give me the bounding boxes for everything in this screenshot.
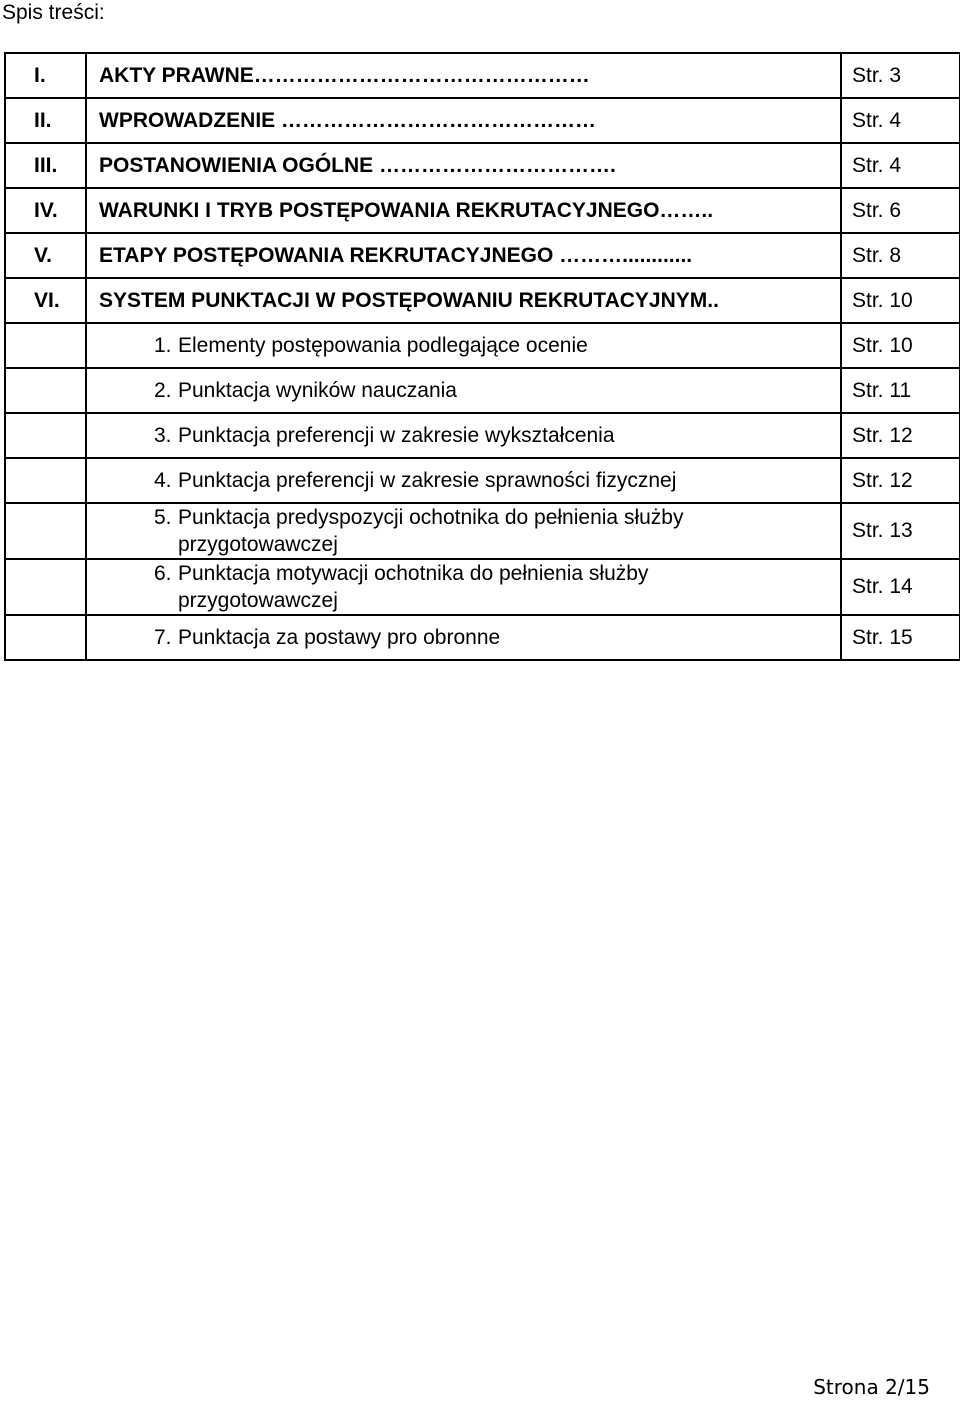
dot-leader: ………………………………………: [275, 108, 597, 132]
empty-cell: [5, 368, 86, 413]
section-title: [86, 143, 841, 188]
section-title: [86, 233, 841, 278]
subsection-page: Str. 14: [841, 559, 960, 615]
subsection-number: 3.: [154, 424, 172, 447]
empty-cell: [5, 458, 86, 503]
subsection-title-text: Punktacja preferencji w zakresie wykształcenia: [178, 424, 615, 447]
section-number: III.: [5, 143, 86, 188]
subsection-title: [86, 458, 841, 503]
subsection-page: Str. 13: [841, 503, 960, 559]
section-number: II.: [5, 98, 86, 143]
section-page: Str. 4: [841, 143, 960, 188]
subsection-title: [86, 368, 841, 413]
toc-row-section-4: [5, 188, 960, 233]
empty-cell: [5, 323, 86, 368]
page-number-footer: Strona 2/15: [813, 1375, 930, 1399]
toc-row-section-3: [5, 143, 960, 188]
section-title: [86, 278, 841, 323]
dot-leader: ………............: [553, 243, 693, 267]
subsection-number: 7.: [154, 626, 172, 649]
subsection-title: [86, 503, 841, 559]
subsection-number: 1.: [154, 334, 172, 357]
subsection-number: 4.: [154, 469, 172, 492]
subsection-number: 2.: [154, 379, 172, 402]
dot-leader: ..: [707, 288, 719, 312]
section-number: V.: [5, 233, 86, 278]
subsection-page: Str. 15: [841, 615, 960, 660]
subsection-number: 6.: [154, 562, 172, 585]
dot-leader: …………………………….: [373, 153, 616, 177]
section-page: Str. 4: [841, 98, 960, 143]
subsection-title: [86, 615, 841, 660]
table-of-contents: [4, 52, 960, 661]
toc-row-section-2: [5, 98, 960, 143]
section-title-text: AKTY PRAWNE: [99, 63, 254, 87]
section-number: IV.: [5, 188, 86, 233]
subsection-title-text: Punktacja motywacji ochotnika do pełnienia służby przygotowawczej: [178, 562, 649, 612]
toc-row-subsection-5: [5, 503, 960, 559]
toc-row-subsection-7: [5, 615, 960, 660]
section-page: Str. 3: [841, 53, 960, 98]
empty-cell: [5, 413, 86, 458]
empty-cell: [5, 559, 86, 615]
toc-row-subsection-1: [5, 323, 960, 368]
page-title: Spis treści:: [2, 1, 105, 24]
dot-leader: …………………………………………: [253, 63, 590, 87]
section-title-text: SYSTEM PUNKTACJI W POSTĘPOWANIU REKRUTACYJNYM: [99, 288, 708, 312]
section-title: [86, 53, 841, 98]
subsection-title: [86, 323, 841, 368]
subsection-title: [86, 559, 841, 615]
empty-cell: [5, 503, 86, 559]
section-title-text: ETAPY POSTĘPOWANIA REKRUTACYJNEGO: [99, 243, 554, 267]
subsection-page: Str. 12: [841, 413, 960, 458]
section-number: VI.: [5, 278, 86, 323]
section-page: Str. 6: [841, 188, 960, 233]
toc-row-subsection-4: [5, 458, 960, 503]
subsection-page: Str. 12: [841, 458, 960, 503]
section-title-text: POSTANOWIENIA OGÓLNE: [99, 153, 374, 177]
section-number: I.: [5, 53, 86, 98]
subsection-title-text: Punktacja wyników nauczania: [178, 379, 457, 402]
section-title-text: WARUNKI I TRYB POSTĘPOWANIA REKRUTACYJNEGO: [99, 198, 660, 222]
section-page: Str. 8: [841, 233, 960, 278]
toc-row-subsection-2: [5, 368, 960, 413]
subsection-title-text: Punktacja preferencji w zakresie sprawności fizycznej: [178, 469, 677, 492]
toc-row-section-1: [5, 53, 960, 98]
section-title: [86, 188, 841, 233]
toc-row-subsection-6: [5, 559, 960, 615]
subsection-page: Str. 10: [841, 323, 960, 368]
subsection-title-text: Punktacja predyspozycji ochotnika do pełnienia służby przygotowawczej: [178, 506, 684, 556]
section-title: [86, 98, 841, 143]
toc-row-section-6: [5, 278, 960, 323]
subsection-title: [86, 413, 841, 458]
section-page: Str. 10: [841, 278, 960, 323]
subsection-title-text: Elementy postępowania podlegające ocenie: [178, 334, 588, 357]
subsection-title-text: Punktacja za postawy pro obronne: [178, 626, 501, 649]
dot-leader: ……..: [659, 198, 714, 222]
section-title-text: WPROWADZENIE: [99, 108, 276, 132]
subsection-number: 5.: [154, 506, 172, 529]
toc-row-section-5: [5, 233, 960, 278]
toc-row-subsection-3: [5, 413, 960, 458]
empty-cell: [5, 615, 86, 660]
subsection-page: Str. 11: [841, 368, 960, 413]
